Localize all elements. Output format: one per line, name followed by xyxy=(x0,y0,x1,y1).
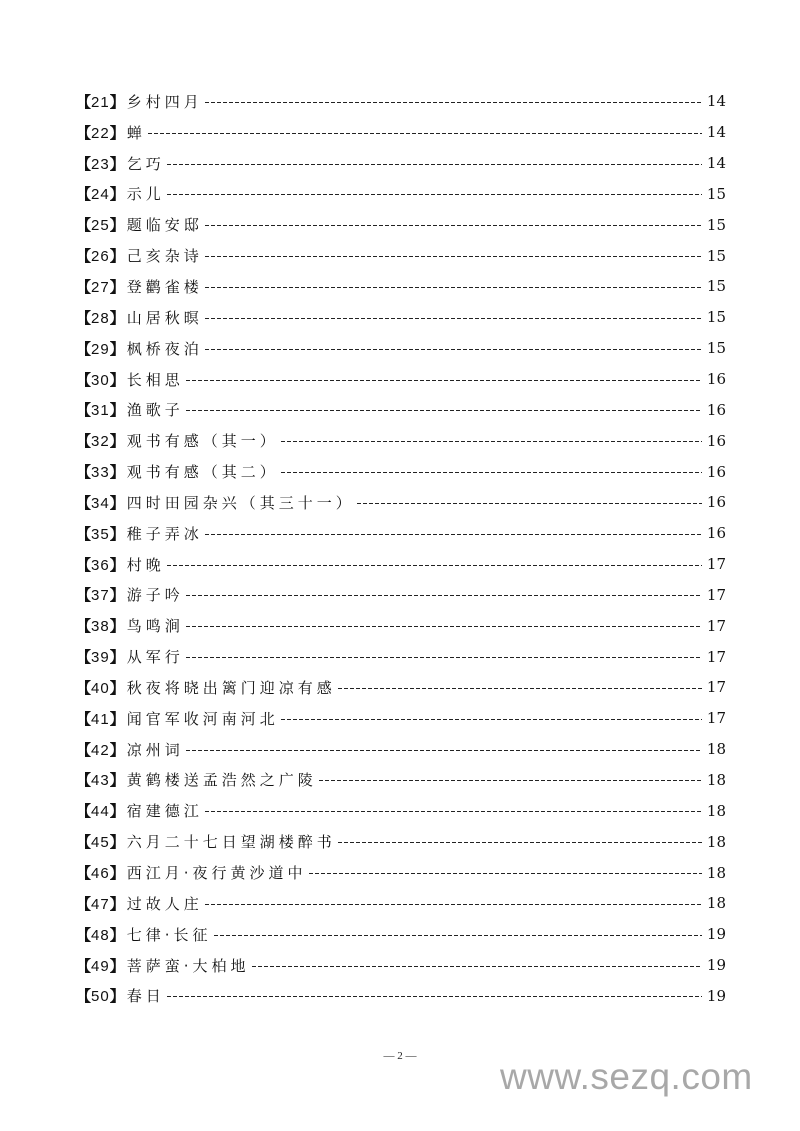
toc-entry[interactable] xyxy=(76,117,726,148)
toc-entry[interactable] xyxy=(76,610,726,641)
bracket-close: 】 xyxy=(109,463,125,482)
toc-entry-number xyxy=(76,461,125,482)
toc-entry-title[interactable]: 登鹳雀楼 xyxy=(126,277,203,296)
bracket-close: 】 xyxy=(109,648,125,667)
bracket-close: 】 xyxy=(109,709,125,728)
toc-entry-title[interactable]: 六月二十七日望湖楼醉书 xyxy=(126,833,336,852)
toc-entry-page[interactable]: 15 xyxy=(706,184,726,203)
entry-number: 26 xyxy=(91,248,110,266)
toc-entry[interactable] xyxy=(76,487,726,518)
toc-entry-page[interactable]: 16 xyxy=(706,493,726,512)
toc-entry-page[interactable]: 17 xyxy=(706,555,726,574)
toc-entry[interactable] xyxy=(76,394,726,425)
bracket-open: 【 xyxy=(76,154,92,173)
toc-entry-page[interactable]: 16 xyxy=(706,400,726,419)
toc-entry-number xyxy=(76,554,125,575)
toc-entry[interactable] xyxy=(76,364,726,395)
toc-entry-page[interactable]: 18 xyxy=(706,770,726,789)
entry-number: 30 xyxy=(91,371,110,389)
bracket-close: 】 xyxy=(109,524,125,543)
dotted-leader xyxy=(281,719,702,720)
bracket-close: 】 xyxy=(109,894,125,913)
entry-number: 22 xyxy=(91,124,110,142)
bracket-open: 【 xyxy=(76,463,92,482)
bracket-open: 【 xyxy=(76,648,92,667)
toc-entry-page[interactable]: 19 xyxy=(706,986,726,1005)
entry-number: 33 xyxy=(91,464,110,482)
entry-number: 31 xyxy=(91,402,110,420)
toc-entry-page[interactable]: 14 xyxy=(706,123,726,142)
toc-entry-number xyxy=(76,91,125,112)
toc-entry-page[interactable]: 17 xyxy=(706,585,726,604)
dotted-leader xyxy=(205,256,702,257)
bracket-close: 】 xyxy=(109,987,125,1006)
entry-number: 50 xyxy=(91,988,110,1006)
bracket-close: 】 xyxy=(109,92,125,111)
toc-entry-number xyxy=(76,893,125,914)
toc-entry-page[interactable]: 14 xyxy=(706,92,726,111)
dotted-leader xyxy=(205,904,702,905)
toc-entry-number xyxy=(76,523,125,544)
dotted-leader xyxy=(186,410,702,411)
dotted-leader xyxy=(252,966,703,967)
toc-entry-page[interactable]: 16 xyxy=(706,370,726,389)
toc-entry-number xyxy=(76,615,125,636)
toc-entry[interactable] xyxy=(76,672,726,703)
toc-entry-number xyxy=(76,955,125,976)
toc-entry-number xyxy=(76,646,125,667)
toc-entry[interactable] xyxy=(76,240,726,271)
bracket-open: 【 xyxy=(76,185,92,204)
toc-entry-number xyxy=(76,492,125,513)
dotted-leader xyxy=(205,287,702,288)
toc-entry[interactable] xyxy=(76,919,726,950)
toc-entry[interactable] xyxy=(76,456,726,487)
toc-entry[interactable] xyxy=(76,209,726,240)
entry-number: 45 xyxy=(91,834,110,852)
bracket-open: 【 xyxy=(76,709,92,728)
toc-entry-number xyxy=(76,369,125,390)
toc-entry-page[interactable]: 18 xyxy=(706,740,726,759)
bracket-open: 【 xyxy=(76,740,92,759)
bracket-close: 】 xyxy=(109,617,125,636)
entry-number: 29 xyxy=(91,340,110,358)
bracket-open: 【 xyxy=(76,493,92,512)
toc-entry[interactable] xyxy=(76,950,726,981)
toc-entry-title[interactable]: 题临安邸 xyxy=(126,216,203,235)
bracket-close: 】 xyxy=(109,432,125,451)
toc-entry-page[interactable]: 15 xyxy=(706,246,726,265)
toc-entry-title[interactable]: 七律·长征 xyxy=(126,925,212,944)
toc-entry[interactable] xyxy=(76,795,726,826)
dotted-leader xyxy=(309,873,703,874)
bracket-open: 【 xyxy=(76,524,92,543)
entry-number: 49 xyxy=(91,957,110,975)
toc-entry-title[interactable]: 山居秋暝 xyxy=(126,308,203,327)
toc-entry-title[interactable]: 菩萨蛮·大柏地 xyxy=(126,956,250,975)
toc-entry-number xyxy=(76,122,125,143)
toc-entry[interactable] xyxy=(76,302,726,333)
entry-number: 32 xyxy=(91,433,110,451)
toc-entry-title[interactable]: 村晚 xyxy=(126,555,165,574)
dotted-leader xyxy=(205,102,702,103)
dotted-leader xyxy=(186,750,702,751)
toc-entry[interactable] xyxy=(76,857,726,888)
toc-entry[interactable] xyxy=(76,549,726,580)
dotted-leader xyxy=(167,164,702,165)
toc-entry-number xyxy=(76,584,125,605)
toc-entry-page[interactable]: 15 xyxy=(706,339,726,358)
bracket-close: 】 xyxy=(109,925,125,944)
entry-number: 34 xyxy=(91,494,110,512)
toc-entry-page[interactable]: 16 xyxy=(706,524,726,543)
toc-entry-page[interactable]: 18 xyxy=(706,832,726,851)
toc-entry-number xyxy=(76,430,125,451)
dotted-leader xyxy=(205,349,702,350)
bracket-open: 【 xyxy=(76,339,92,358)
bracket-open: 【 xyxy=(76,987,92,1006)
bracket-close: 】 xyxy=(109,678,125,697)
entry-number: 41 xyxy=(91,710,110,728)
toc-entry-number xyxy=(76,739,125,760)
entry-number: 39 xyxy=(91,649,110,667)
toc-entry-title[interactable]: 宿建德江 xyxy=(126,802,203,821)
bracket-open: 【 xyxy=(76,216,92,235)
toc-entry-title[interactable]: 西江月·夜行黄沙道中 xyxy=(126,864,307,883)
entry-number: 40 xyxy=(91,679,110,697)
bracket-close: 】 xyxy=(109,277,125,296)
entry-number: 46 xyxy=(91,865,110,883)
toc-entry-page[interactable]: 18 xyxy=(706,801,726,820)
toc-entry-title[interactable]: 游子吟 xyxy=(126,586,184,605)
bracket-close: 】 xyxy=(109,339,125,358)
toc-entry-title[interactable]: 鸟鸣涧 xyxy=(126,617,184,636)
toc-entry-page[interactable]: 19 xyxy=(706,925,726,944)
toc-entry-number xyxy=(76,153,125,174)
dotted-leader xyxy=(205,811,702,812)
table-of-contents xyxy=(76,86,726,1011)
toc-entry-number xyxy=(76,214,125,235)
toc-entry-title[interactable]: 四时田园杂兴（其三十一） xyxy=(126,493,355,512)
bracket-close: 】 xyxy=(109,771,125,790)
bracket-open: 【 xyxy=(76,308,92,327)
bracket-close: 】 xyxy=(109,555,125,574)
toc-entry[interactable] xyxy=(76,148,726,179)
toc-entry-number xyxy=(76,276,125,297)
bracket-close: 】 xyxy=(109,956,125,975)
toc-entry-page[interactable]: 17 xyxy=(706,709,726,728)
dotted-leader xyxy=(319,780,702,781)
bracket-close: 】 xyxy=(109,216,125,235)
toc-entry[interactable] xyxy=(76,179,726,210)
toc-entry[interactable] xyxy=(76,333,726,364)
bracket-close: 】 xyxy=(109,740,125,759)
toc-entry-title[interactable]: 乞巧 xyxy=(126,154,165,173)
bracket-close: 】 xyxy=(109,185,125,204)
toc-entry-number xyxy=(76,800,125,821)
entry-number: 43 xyxy=(91,772,110,790)
toc-entry-number xyxy=(76,831,125,852)
bracket-open: 【 xyxy=(76,586,92,605)
entry-number: 47 xyxy=(91,895,110,913)
bracket-open: 【 xyxy=(76,617,92,636)
dotted-leader xyxy=(186,595,702,596)
toc-entry-page[interactable]: 15 xyxy=(706,308,726,327)
toc-entry-title[interactable]: 稚子弄冰 xyxy=(126,524,203,543)
bracket-close: 】 xyxy=(109,154,125,173)
bracket-open: 【 xyxy=(76,277,92,296)
toc-entry-title[interactable]: 枫桥夜泊 xyxy=(126,339,203,358)
toc-entry-title[interactable]: 秋夜将晓出篱门迎凉有感 xyxy=(126,678,336,697)
toc-entry-title[interactable]: 蝉 xyxy=(126,123,146,142)
entry-number: 37 xyxy=(91,587,110,605)
bracket-close: 】 xyxy=(109,370,125,389)
toc-entry-title[interactable]: 从军行 xyxy=(126,648,184,667)
dotted-leader xyxy=(186,380,702,381)
toc-entry-number xyxy=(76,924,125,945)
bracket-open: 【 xyxy=(76,555,92,574)
bracket-close: 】 xyxy=(109,308,125,327)
toc-entry-number xyxy=(76,862,125,883)
dotted-leader xyxy=(186,657,702,658)
bracket-open: 【 xyxy=(76,432,92,451)
toc-entry-number xyxy=(76,245,125,266)
toc-entry-number xyxy=(76,183,125,204)
entry-number: 24 xyxy=(91,186,110,204)
toc-entry-number xyxy=(76,708,125,729)
toc-entry[interactable] xyxy=(76,580,726,611)
toc-entry-number xyxy=(76,338,125,359)
toc-entry[interactable] xyxy=(76,641,726,672)
toc-entry-page[interactable]: 16 xyxy=(706,462,726,481)
dotted-leader xyxy=(205,534,702,535)
watermark: www.sezq.com xyxy=(500,1056,753,1097)
toc-entry-title[interactable]: 闻官军收河南河北 xyxy=(126,709,279,728)
toc-entry-title[interactable]: 过故人庄 xyxy=(126,894,203,913)
toc-entry-number xyxy=(76,985,125,1006)
entry-number: 28 xyxy=(91,309,110,327)
toc-entry-title[interactable]: 黄鹤楼送孟浩然之广陵 xyxy=(126,771,317,790)
bracket-open: 【 xyxy=(76,802,92,821)
dotted-leader xyxy=(281,472,702,473)
toc-entry-title[interactable]: 示儿 xyxy=(126,185,165,204)
toc-entry-number xyxy=(76,307,125,328)
toc-entry[interactable] xyxy=(76,518,726,549)
toc-entry[interactable] xyxy=(76,703,726,734)
dotted-leader xyxy=(167,996,702,997)
entry-number: 42 xyxy=(91,741,110,759)
entry-number: 27 xyxy=(91,278,110,296)
toc-entry-title[interactable]: 乡村四月 xyxy=(126,92,203,111)
toc-entry-page[interactable]: 16 xyxy=(706,431,726,450)
bracket-open: 【 xyxy=(76,771,92,790)
bracket-open: 【 xyxy=(76,956,92,975)
toc-entry[interactable] xyxy=(76,425,726,456)
toc-entry-page[interactable]: 15 xyxy=(706,215,726,234)
entry-number: 35 xyxy=(91,525,110,543)
toc-entry-number xyxy=(76,677,125,698)
dotted-leader xyxy=(167,565,702,566)
bracket-open: 【 xyxy=(76,247,92,266)
bracket-close: 】 xyxy=(109,833,125,852)
entry-number: 44 xyxy=(91,803,110,821)
page-number: — 2 — xyxy=(383,1050,417,1062)
bracket-open: 【 xyxy=(76,92,92,111)
entry-number: 48 xyxy=(91,926,110,944)
dotted-leader xyxy=(205,318,702,319)
toc-entry-title[interactable]: 己亥杂诗 xyxy=(126,247,203,266)
toc-entry-title[interactable]: 凉州词 xyxy=(126,740,184,759)
bracket-close: 】 xyxy=(109,802,125,821)
toc-entry-number xyxy=(76,399,125,420)
toc-entry-title[interactable]: 观书有感（其一） xyxy=(126,432,279,451)
dotted-leader xyxy=(148,133,702,134)
dotted-leader xyxy=(167,194,702,195)
toc-entry-title[interactable]: 长相思 xyxy=(126,370,184,389)
bracket-open: 【 xyxy=(76,894,92,913)
bracket-open: 【 xyxy=(76,370,92,389)
bracket-open: 【 xyxy=(76,123,92,142)
toc-entry[interactable] xyxy=(76,271,726,302)
bracket-close: 】 xyxy=(109,123,125,142)
toc-entry[interactable] xyxy=(76,888,726,919)
toc-entry-title[interactable]: 观书有感（其二） xyxy=(126,463,279,482)
toc-entry-page[interactable]: 19 xyxy=(706,956,726,975)
toc-entry-page[interactable]: 14 xyxy=(706,154,726,173)
bracket-open: 【 xyxy=(76,401,92,420)
toc-entry-title[interactable]: 渔歌子 xyxy=(126,401,184,420)
bracket-open: 【 xyxy=(76,864,92,883)
toc-entry-page[interactable]: 17 xyxy=(706,647,726,666)
bracket-open: 【 xyxy=(76,833,92,852)
bracket-close: 】 xyxy=(109,247,125,266)
bracket-close: 】 xyxy=(109,493,125,512)
bracket-open: 【 xyxy=(76,678,92,697)
toc-entry-number xyxy=(76,769,125,790)
toc-entry-title[interactable]: 春日 xyxy=(126,987,165,1006)
dotted-leader xyxy=(186,626,702,627)
toc-entry-page[interactable]: 17 xyxy=(706,616,726,635)
toc-entry-page[interactable]: 15 xyxy=(706,277,726,296)
toc-entry-page[interactable]: 18 xyxy=(706,894,726,913)
entry-number: 21 xyxy=(91,93,110,111)
dotted-leader xyxy=(338,688,702,689)
toc-entry[interactable] xyxy=(76,826,726,857)
entry-number: 23 xyxy=(91,155,110,173)
dotted-leader xyxy=(214,935,703,936)
toc-entry[interactable] xyxy=(76,86,726,117)
dotted-leader xyxy=(338,842,702,843)
dotted-leader xyxy=(281,441,702,442)
toc-entry-page[interactable]: 18 xyxy=(706,863,726,882)
dotted-leader xyxy=(357,503,702,504)
bracket-close: 】 xyxy=(109,864,125,883)
toc-entry[interactable] xyxy=(76,765,726,796)
dotted-leader xyxy=(205,225,702,226)
entry-number: 25 xyxy=(91,217,110,235)
toc-entry-page[interactable]: 17 xyxy=(706,678,726,697)
entry-number: 38 xyxy=(91,618,110,636)
toc-entry[interactable] xyxy=(76,980,726,1011)
toc-entry[interactable] xyxy=(76,734,726,765)
bracket-open: 【 xyxy=(76,925,92,944)
bracket-close: 】 xyxy=(109,586,125,605)
entry-number: 36 xyxy=(91,556,110,574)
bracket-close: 】 xyxy=(109,401,125,420)
